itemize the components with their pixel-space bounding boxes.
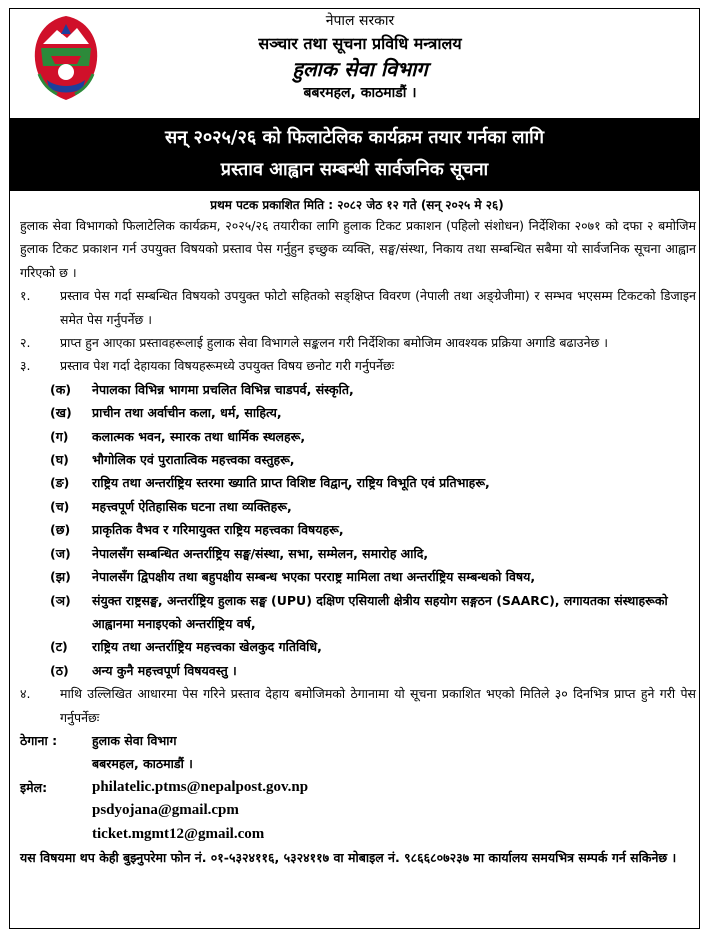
subitem-number: (ट) xyxy=(50,639,68,655)
subitem xyxy=(20,401,696,424)
point-number: ३. xyxy=(20,358,31,374)
subitem-number: (घ) xyxy=(50,452,69,468)
subitem-text: कलात्मक भवन, स्मारक तथा धार्मिक स्थलहरू, xyxy=(92,428,306,444)
department-name: हुलाक सेवा विभाग xyxy=(292,57,428,81)
subitem-text: प्राकृतिक वैभव र गरिमायुक्त राष्ट्रिय महत्त्वका विषयहरू, xyxy=(92,522,344,538)
subitem-text: अन्य कुनै महत्त्वपूर्ण विषयवस्तु । xyxy=(92,662,237,678)
contact-footer: यस विषयमा थप केही बुझ्नुपरेमा फोन नं. ०१-५३२४११६, ५३२४११७ वा मोबाइल नं. ९८६६८०७२३७ मा कार्यालय समयभित्र सम्पर्क गर्न सकिनेछ । xyxy=(20,850,677,866)
subitem-text: संयुक्त राष्ट्रसङ्घ, अन्तर्राष्ट्रिय हुलाक सङ्घ (UPU) दक्षिण एसियाली क्षेत्रीय सहयोग सङ्गठन (SAARC), लगायतका संस्थाहरूको आह्वानमा मनाइएको अन्तर्राष्ट्रिय वर्ष, xyxy=(92,592,668,631)
address-lines xyxy=(92,729,696,776)
subitem xyxy=(20,659,696,682)
address-line-2: बबरमहल, काठमाडौं । xyxy=(92,756,193,772)
email-address[interactable]: philatelic.ptms@nepalpost.gov.np xyxy=(92,778,309,795)
subitem xyxy=(20,565,696,588)
point-item xyxy=(20,354,696,377)
subitem-number: (च) xyxy=(50,498,70,514)
point-item xyxy=(20,331,696,354)
subitem-number: (छ) xyxy=(50,522,71,538)
subitem xyxy=(20,425,696,448)
notice-title-line-2: प्रस्ताव आह्वान सम्बन्धी सार्वजनिक सूचना xyxy=(220,159,489,180)
subitem-text: राष्ट्रिय तथा अन्तर्राष्ट्रिय महत्त्वका खेलकुद गतिविधि, xyxy=(92,639,322,655)
address-line-1: हुलाक सेवा विभाग xyxy=(92,732,177,748)
point-text: माथि उल्लिखित आधारमा पेस गरिने प्रस्ताव देहाय बमोजिमको ठेगानामा यो सूचना प्रकाशित भएको मितिले ३० दिनभित्र प्राप्त हुने गरी पेस गर्नुपर्नेछः xyxy=(60,686,696,725)
email-list xyxy=(92,776,696,847)
point-number: १. xyxy=(20,288,31,304)
email-address[interactable]: ticket.mgmt12@gmail.com xyxy=(92,825,265,842)
government-name: नेपाल सरकार xyxy=(325,13,395,29)
subitem xyxy=(20,471,696,494)
subitem-text: भौगोलिक एवं पुरातात्विक महत्त्वका वस्तुहरू, xyxy=(92,452,295,468)
nepal-government-emblem xyxy=(27,14,105,104)
intro-paragraph: हुलाक सेवा विभागको फिलाटेलिक कार्यक्रम, २०२५/२६ तयारीका लागि हुलाक टिकट प्रकाशन (पहिलो संशोधन) निर्देशिका २०७१ को दफा २ बमोजिम हुलाक टिकट प्रकाशन गर्न उपयुक्त विषयको प्रस्ताव पेस गर्नुहुन इच्छुक व्यक्ति, सङ्घ/संस्था, निकाय तथा सम्बन्धित सबैमा यो सार्वजनिक सूचना आह्वान गरिएको छ । xyxy=(20,218,696,280)
subitem-text: महत्त्वपूर्ण ऐतिहासिक घटना तथा व्यक्तिहरू, xyxy=(92,498,292,514)
subitem xyxy=(20,542,696,565)
subitem xyxy=(20,495,696,518)
point-number: ४. xyxy=(20,686,31,702)
address-label: ठेगाना : xyxy=(20,732,58,748)
subitem xyxy=(20,635,696,658)
subitem-number: (ग) xyxy=(50,428,69,444)
notice-title-line-1: सन् २०२५/२६ को फिलाटेलिक कार्यक्रम तयार गर्नका लागि xyxy=(165,127,544,148)
point-text: प्रस्ताव पेस गर्दा सम्बन्धित विषयको उपयुक्त फोटो सहितको सङ्क्षिप्त विवरण (नेपाली तथा अङ्ग्रेजीमा) र सम्भव भएसम्म टिकटको डिजाइन समेत पेस गर्नुपर्नेछ । xyxy=(60,288,696,327)
subitem-number: (ठ) xyxy=(50,662,69,678)
subitem xyxy=(20,518,696,541)
ministry-name: सञ्चार तथा सूचना प्रविधि मन्त्रालय xyxy=(258,34,462,53)
subitem-text: राष्ट्रिय तथा अन्तर्राष्ट्रिय स्तरमा ख्याति प्राप्त विशिष्ट विद्वान्, राष्ट्रिय विभूति एवं प्रतिभाहरू, xyxy=(92,475,490,491)
publication-date: प्रथम पटक प्रकाशित मिति : २०८२ जेठ १२ गते (सन् २०२५ मे २६) xyxy=(210,198,504,212)
subitem-number: (झ) xyxy=(50,569,71,585)
notice-title-banner xyxy=(10,118,699,191)
email-address[interactable]: psdyojana@gmail.cpm xyxy=(92,802,239,819)
notice-body xyxy=(20,214,696,870)
subitem-text: नेपालका विभिन्न भागमा प्रचलित विभिन्न चाडपर्व, संस्कृति, xyxy=(92,381,354,397)
point-text: प्राप्त हुन आएका प्रस्तावहरूलाई हुलाक सेवा विभागले सङ्कलन गरी निर्देशिका बमोजिम आवश्यक प्रक्रिया अगाडि बढाउनेछ । xyxy=(60,335,608,351)
subitem xyxy=(20,589,696,636)
subitem-number: (ख) xyxy=(50,405,72,421)
subitem-number: (ज) xyxy=(50,545,71,561)
subitem xyxy=(20,378,696,401)
department-address: बबरमहल, काठमाडौं । xyxy=(303,85,417,101)
point-text: प्रस्ताव पेश गर्दा देहायका विषयहरूमध्ये उपयुक्त विषय छनोट गरी गर्नुपर्नेछः xyxy=(60,358,395,374)
subitem-number: (ङ) xyxy=(50,475,70,491)
address-block xyxy=(20,729,696,776)
subitem-number: (क) xyxy=(50,381,72,397)
subitem-text: नेपालसँग द्विपक्षीय तथा बहुपक्षीय सम्बन्ध भएका परराष्ट्र मामिला तथा अन्तर्राष्ट्रिय सम्बन्धको विषय, xyxy=(92,569,536,585)
email-label: इमेल: xyxy=(20,779,48,795)
subitem xyxy=(20,448,696,471)
subitem-text: प्राचीन तथा अर्वाचीन कला, धर्म, साहित्य, xyxy=(92,405,282,421)
point-item xyxy=(20,682,696,729)
point-item xyxy=(20,284,696,331)
letterhead xyxy=(140,10,580,104)
subitem-number: (ञ) xyxy=(50,592,71,608)
subitem-text: नेपालसँग सम्बन्धित अन्तर्राष्ट्रिय सङ्घ/संस्था, सभा, सम्मेलन, समारोह आदि, xyxy=(92,545,429,561)
email-block xyxy=(20,776,696,847)
point-number: २. xyxy=(20,335,31,351)
